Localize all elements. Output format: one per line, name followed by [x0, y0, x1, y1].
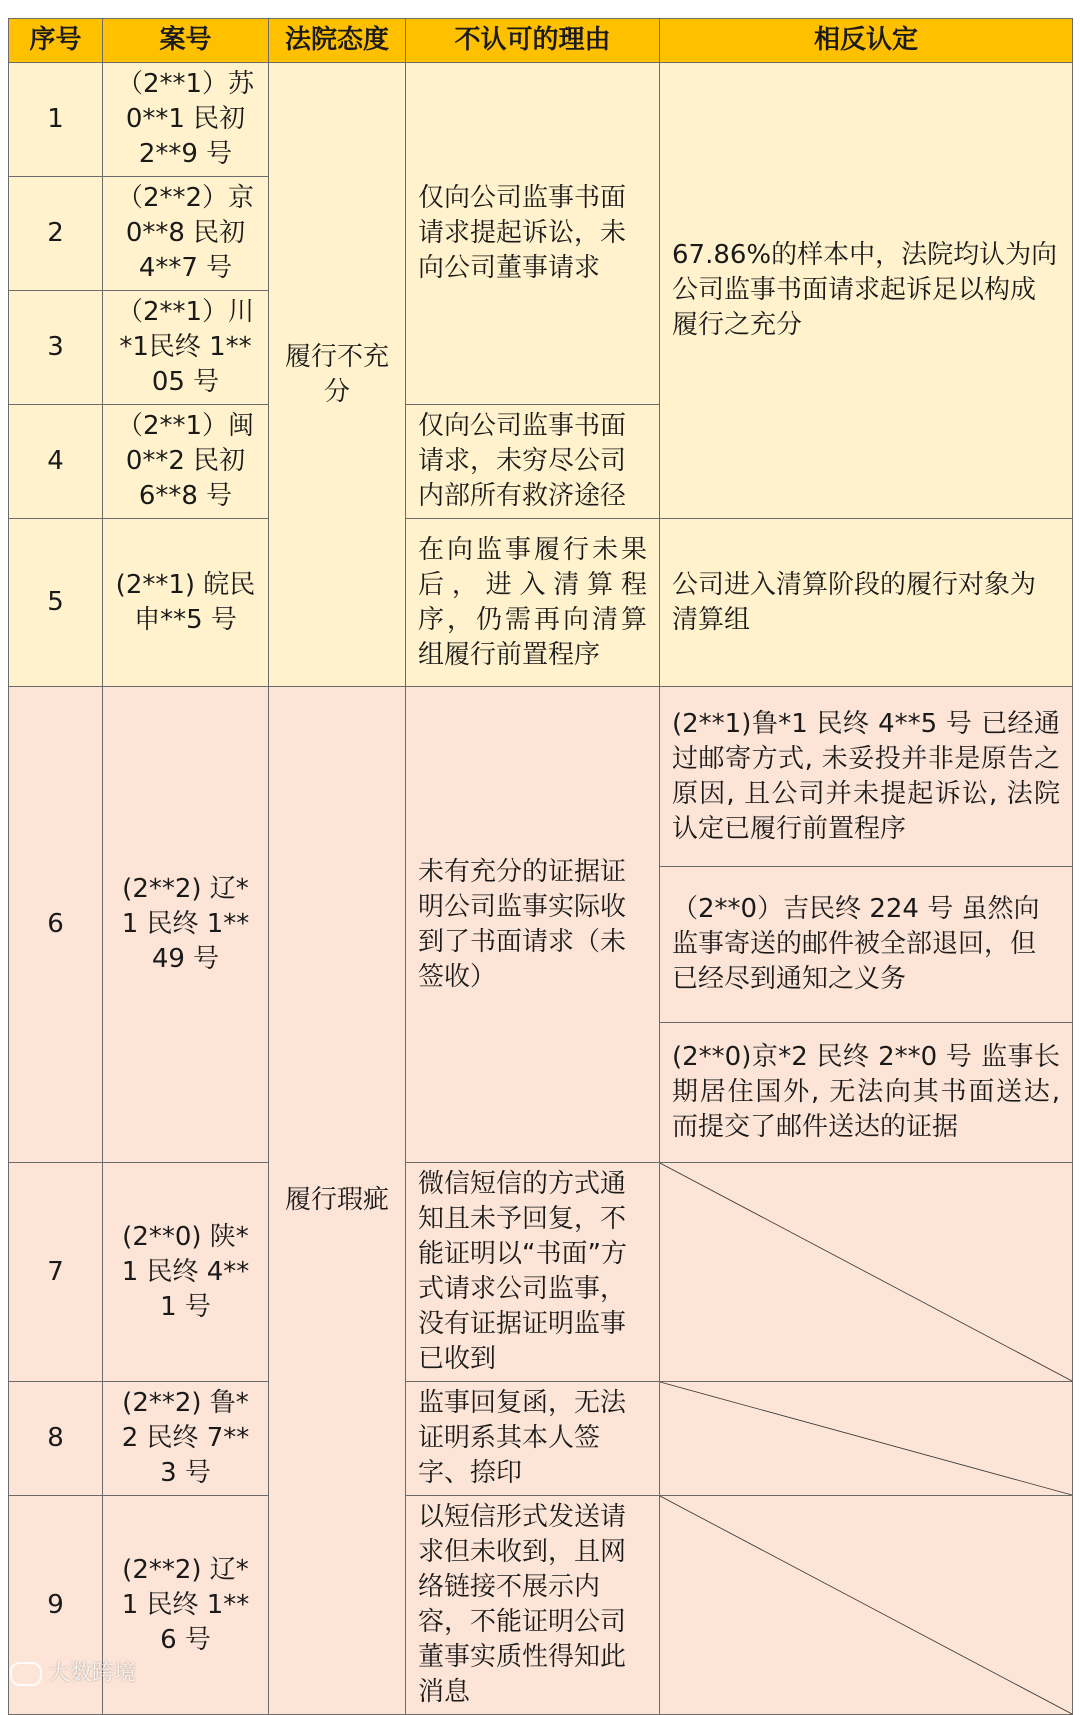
row-number: 7	[9, 1163, 103, 1382]
watermark-logo-icon	[10, 1662, 42, 1686]
header-row	[9, 19, 1073, 63]
row-number: 9	[9, 1496, 103, 1715]
case-number: （2**1）闽0**2 民初 6**8 号	[103, 405, 269, 519]
diagonal-line	[660, 1163, 1072, 1381]
case-table	[8, 18, 1073, 1715]
reason-cell: 仅向公司监事书面请求，未穷尽公司内部所有救济途径	[406, 405, 660, 519]
row-number: 5	[9, 519, 103, 687]
row-number: 2	[9, 177, 103, 291]
row-number: 8	[9, 1382, 103, 1496]
table-row	[9, 1382, 1073, 1496]
court-attitude: 履行不充分	[269, 63, 406, 687]
reason-cell: 仅向公司监事书面请求提起诉讼，未向公司董事请求	[406, 63, 660, 405]
case-number: （2**2）京0**8 民初 4**7 号	[103, 177, 269, 291]
case-number: (2**2) 鲁*2 民终 7**3 号	[103, 1382, 269, 1496]
case-number: (2**1) 皖民申**5 号	[103, 519, 269, 687]
court-attitude: 履行瑕疵	[269, 687, 406, 1715]
reason-cell: 监事回复函，无法证明系其本人签字、捺印	[406, 1382, 660, 1496]
row-number: 1	[9, 63, 103, 177]
reason-cell: 以短信形式发送请求但未收到，且网络链接不展示内容，不能证明公司董事实质性得知此消息	[406, 1496, 660, 1715]
case-number: (2**2) 辽*1 民终 1**6 号	[103, 1496, 269, 1715]
case-number: （2**1）苏0**1 民初 2**9 号	[103, 63, 269, 177]
empty-diagonal-cell	[660, 1382, 1073, 1496]
reason-cell: 未有充分的证据证明公司监事实际收到了书面请求（未签收）	[406, 687, 660, 1163]
finding-cell: (2**1)鲁*1 民终 4**5 号 已经通过邮寄方式, 未妥投并非是原告之原因, 且公司并未提起诉讼, 法院认定已履行前置程序	[660, 687, 1073, 867]
finding-cell: 公司进入清算阶段的履行对象为清算组	[660, 519, 1073, 687]
table-row	[9, 1163, 1073, 1382]
header-case: 案号	[103, 19, 269, 63]
table-row	[9, 687, 1073, 867]
case-number: (2**2) 辽*1 民终 1**49 号	[103, 687, 269, 1163]
table-row	[9, 519, 1073, 687]
case-number: （2**1）川*1民终 1**05 号	[103, 291, 269, 405]
row-number: 6	[9, 687, 103, 1163]
finding-cell: (2**0)京*2 民终 2**0 号 监事长期居住国外, 无法向其书面送达, 而提交了邮件送达的证据	[660, 1023, 1073, 1163]
finding-cell: 67.86%的样本中，法院均认为向公司监事书面请求起诉足以构成履行之充分	[660, 63, 1073, 519]
watermark-text: 大数跨境	[48, 1661, 137, 1686]
watermark	[10, 1656, 136, 1687]
empty-diagonal-cell	[660, 1496, 1073, 1715]
diagonal-line	[660, 1496, 1072, 1714]
row-number: 4	[9, 405, 103, 519]
empty-diagonal-cell	[660, 1163, 1073, 1382]
diagonal-line	[660, 1382, 1072, 1495]
row-number: 3	[9, 291, 103, 405]
header-reason: 不认可的理由	[406, 19, 660, 63]
header-attitude: 法院态度	[269, 19, 406, 63]
finding-cell: （2**0）吉民终 224 号 虽然向监事寄送的邮件被全部退回，但已经尽到通知之义务	[660, 867, 1073, 1023]
reason-cell: 微信短信的方式通知且未予回复，不能证明以“书面”方式请求公司监事，没有证据证明监事已收到	[406, 1163, 660, 1382]
header-finding: 相反认定	[660, 19, 1073, 63]
table-row	[9, 1496, 1073, 1715]
header-no: 序号	[9, 19, 103, 63]
case-number: (2**0) 陕*1 民终 4**1 号	[103, 1163, 269, 1382]
reason-cell: 在向监事履行未果后，进入清算程序，仍需再向清算组履行前置程序	[406, 519, 660, 687]
table-row	[9, 63, 1073, 177]
